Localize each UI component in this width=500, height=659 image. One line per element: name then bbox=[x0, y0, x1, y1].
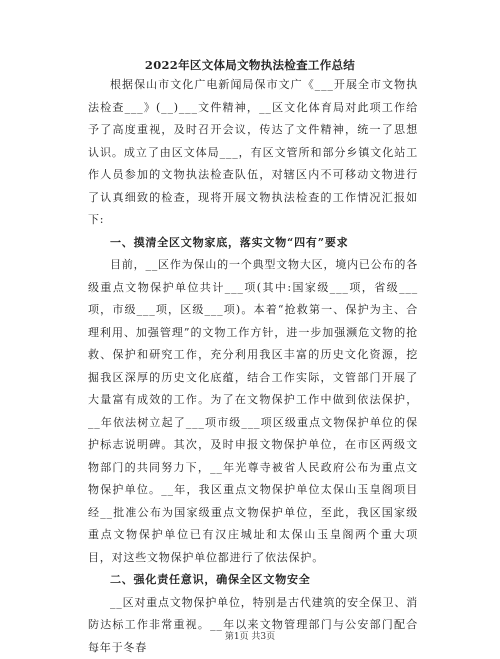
document-body bbox=[88, 74, 418, 659]
section-1-paragraph: 目前，__区作为保山的一个典型文物大区，境内已公布的各级重点文物保护单位共计___项(其中:国家级___项，省级___项，市级___项，区级___项)。本着“抢救第一、保护为主、合理利用、加强管理”的文物工作方针，进一步加强濒危文物的抢救、保护和研究工作，充分利用我区丰富的历史文化资源，挖掘我区深厚的历史文化底蕴，结合工作实际，文管部门开展了大量富有成效的工作。为了在文物保护工作中做到依法保护，__年依法树立起了___项市级___项区级重点文物保护单位的保护标志说明碑。其次，及时申报文物保护单位，在市区两级文物部门的共同努力下，__年光尊寺被省人民政府公布为重点文物保护单位。__年，我区重点文物保护单位太保山玉皇阁项目经__批准公布为国家级重点文物保护单位，至此，我区国家级重点文物保护单位已有汉庄城址和太保山玉皇阁两个重大项目，对这些文物保护单位都进行了依法保护。 bbox=[88, 254, 418, 569]
section-2-paragraph: __区对重点文物保护单位，特别是古代建筑的安全保卫、消防达标工作非常重视。__年以来文物管理部门与公安部门配合每年于冬春 bbox=[88, 592, 418, 659]
section-heading-1: 一、摸清全区文物家底，落实文物“四有”要求 bbox=[88, 232, 418, 255]
section-heading-2: 二、强化责任意识，确保全区文物安全 bbox=[88, 569, 418, 592]
page-number-footer: 第1页 共3页 bbox=[0, 629, 500, 642]
document-title: 2022年区文体局文物执法检查工作总结 bbox=[0, 57, 500, 73]
intro-paragraph: 根据保山市文化广电新闻局保市文广《___开展全市文物执法检查___》(__)___文件精神，__区文化体育局对此项工作给予了高度重视，及时召开会议，传达了文件精神，统一了思想认识。成立了由区文体局___，有区文管所和部分乡镇文化站工作人员参加的文物执法检查队伍，对辖区内不可移动文物进行了认真细致的检查，现将开展文物执法检查的工作情况汇报如下: bbox=[88, 74, 418, 232]
